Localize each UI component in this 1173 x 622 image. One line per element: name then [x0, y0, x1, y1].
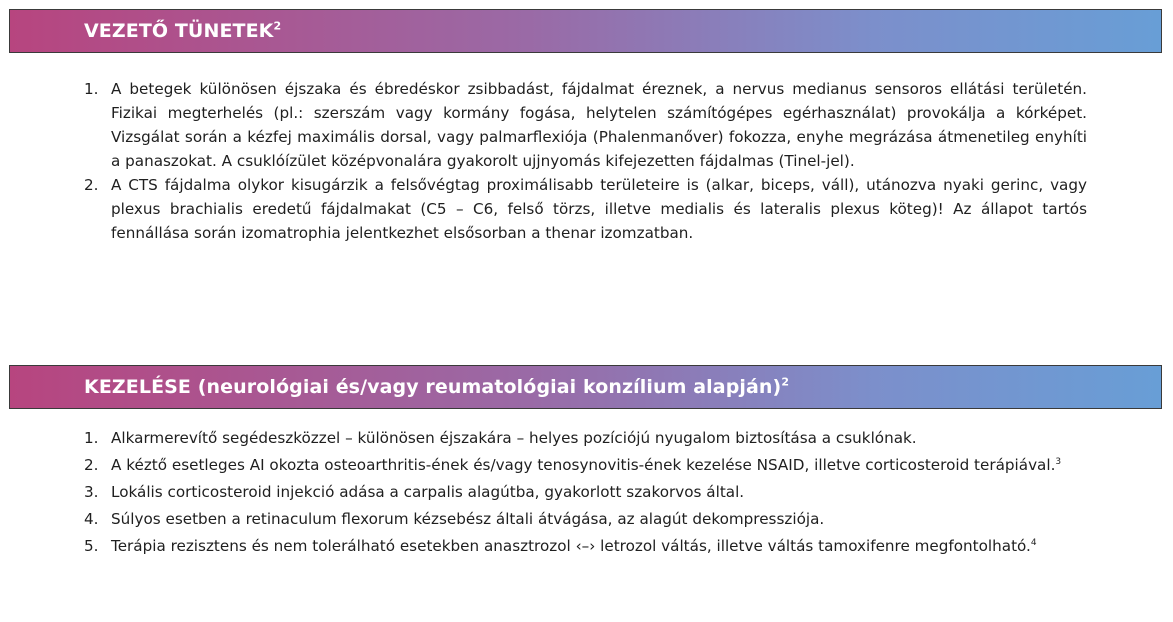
reference-superscript: 2	[273, 19, 282, 33]
list-item	[84, 427, 1087, 450]
item-text: Lokális corticosteroid injekció adása a carpalis alagútba, gyakorlott szakorvos által.	[111, 483, 745, 501]
section-title-text: VEZETŐ TÜNETEK	[84, 20, 274, 42]
section-title-text: KEZELÉSE (neurológiai és/vagy reumatológiai konzílium alapján)	[84, 376, 782, 398]
item-text: Alkarmerevítő segédeszközzel – különösen éjszakára – helyes pozíciójú nyugalom biztosítása a csuklónak.	[111, 429, 917, 447]
item-number: 2.	[84, 176, 99, 194]
list-item	[84, 535, 1087, 558]
item-text: Terápia rezisztens és nem tolerálható esetekben anasztrozol ‹–› letrozol váltás, illetve váltás tamoxifenre megfontolható.	[111, 537, 1031, 555]
item-number: 2.	[84, 456, 99, 474]
item-number: 3.	[84, 483, 99, 501]
list-item	[84, 481, 1087, 504]
item-text: A kéztő esetleges AI okozta osteoarthritis-ének és/vagy tenosynovitis-ének kezelése NSAID, illetve corticosteroid terápiával.	[111, 456, 1056, 474]
item-number: 1.	[84, 429, 99, 447]
section-title	[10, 20, 281, 42]
item-number: 4.	[84, 510, 99, 528]
reference-superscript: 2	[781, 375, 790, 389]
list-item	[84, 508, 1087, 531]
item-text: Súlyos esetben a retinaculum flexorum kézsebész általi átvágása, az alagút dekompressziója.	[111, 510, 825, 528]
symptoms-list	[84, 77, 1087, 245]
item-text: A betegek különösen éjszaka és ébredéskor zsibbadást, fájdalmat éreznek, a nervus medianus sensoros ellátási területén. Fizikai megterhelés (pl.: szerszám vagy kormány fogása, helytelen számítógépes egérhasználat) provokálja a kórképet. Vizsgálat során a kézfej maximális dorsal, vagy palmarflexiója (Phalenmanőver) fokozza, enyhe megrázása átmenetileg enyhíti a panaszokat. A csuklóízület középvonalára gyakorolt ujjnyomás kifejezetten fájdalmas (Tinel-jel).	[111, 80, 1087, 170]
reference-superscript: 4	[1030, 537, 1037, 548]
item-text: A CTS fájdalma olykor kisugárzik a felsővégtag proximálisabb területeire is (alkar, biceps, váll), utánozva nyaki gerinc, vagy plexus brachialis eredetű fájdalmakat (C5 – C6, felső törzs, illetve medialis és lateralis plexus köteg)! Az állapot tartós fennállása során izomatrophia jelentkezhet elsősorban a thenar izomzatban.	[111, 176, 1087, 242]
reference-superscript: 3	[1055, 456, 1062, 467]
treatment-list	[84, 427, 1087, 562]
item-number: 5.	[84, 537, 99, 555]
section-header-treatment	[9, 365, 1162, 409]
section-header-leading-symptoms	[9, 9, 1162, 53]
item-number: 1.	[84, 80, 99, 98]
list-item	[84, 77, 1087, 173]
list-item	[84, 454, 1087, 477]
list-item	[84, 173, 1087, 245]
section-title	[10, 376, 789, 398]
